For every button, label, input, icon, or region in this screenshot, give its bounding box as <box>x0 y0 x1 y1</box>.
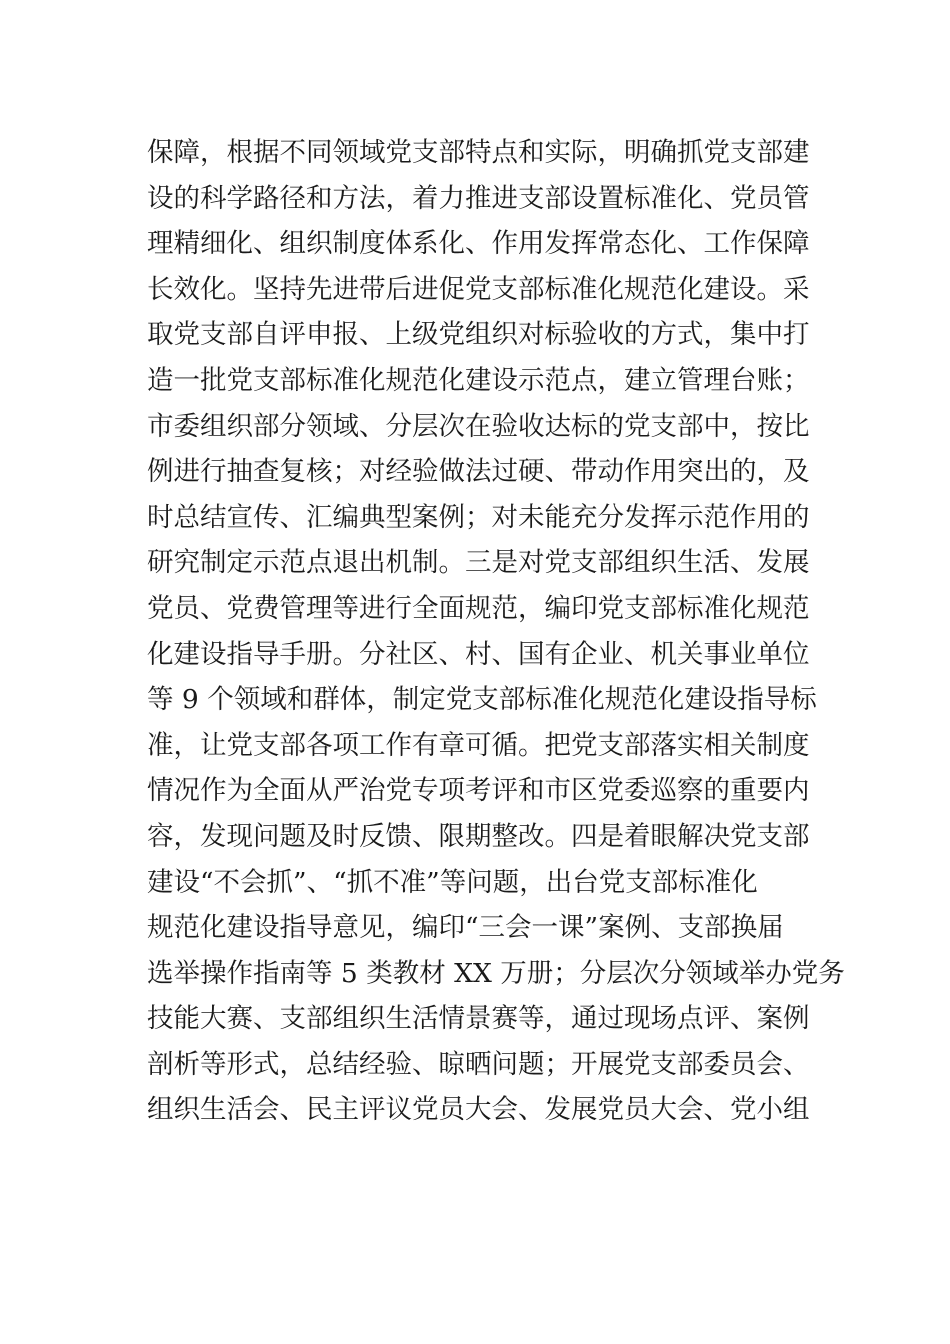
text-line: 建设“不会抓”、“抓不准”等问题，出台党支部标准化 <box>147 866 758 898</box>
text-line: 化建设指导手册。分社区、村、国有企业、机关事业单位 <box>147 638 810 670</box>
text-line: 情况作为全面从严治党专项考评和市区党委巡察的重要内 <box>147 775 810 807</box>
text-line: 市委组织部分领域、分层次在验收达标的党支部中，按比 <box>147 410 810 442</box>
text-line: 取党支部自评申报、上级党组织对标验收的方式，集中打 <box>147 319 810 351</box>
text-line: 设的科学路径和方法，着力推进支部设置标准化、党员管 <box>147 182 810 214</box>
text-line: 党员、党费管理等进行全面规范，编印党支部标准化规范 <box>147 592 810 624</box>
text-line: 研究制定示范点退出机制。三是对党支部组织生活、发展 <box>147 547 810 579</box>
text-line: 选举操作指南等 5 类教材 XX 万册；分层次分领域举办党务 <box>147 957 845 989</box>
text-line: 时总结宣传、汇编典型案例；对未能充分发挥示范作用的 <box>147 501 810 533</box>
text-line: 准，让党支部各项工作有章可循。把党支部落实相关制度 <box>147 729 810 761</box>
text-line: 等 9 个领域和群体，制定党支部标准化规范化建设指导标 <box>147 684 817 716</box>
text-line: 容，发现问题及时反馈、限期整改。四是着眼解决党支部 <box>147 820 810 852</box>
text-line: 规范化建设指导意见，编印“三会一课”案例、支部换届 <box>147 912 784 944</box>
text-line: 保障，根据不同领域党支部特点和实际，明确抓党支部建 <box>147 137 810 168</box>
text-line: 理精细化、组织制度体系化、作用发挥常态化、工作保障 <box>147 228 810 260</box>
text-line: 例进行抽查复核；对经验做法过硬、带动作用突出的，及 <box>147 456 810 488</box>
text-line: 造一批党支部标准化规范化建设示范点，建立管理台账； <box>147 364 810 396</box>
text-line: 组织生活会、民主评议党员大会、发展党员大会、党小组 <box>147 1094 810 1126</box>
text-line: 技能大赛、支部组织生活情景赛等，通过现场点评、案例 <box>147 1003 810 1035</box>
text-line: 长效化。坚持先进带后进促党支部标准化规范化建设。采 <box>147 273 810 305</box>
body-paragraph <box>147 130 845 1133</box>
text-line: 剖析等形式，总结经验、晾晒问题；开展党支部委员会、 <box>147 1048 810 1080</box>
